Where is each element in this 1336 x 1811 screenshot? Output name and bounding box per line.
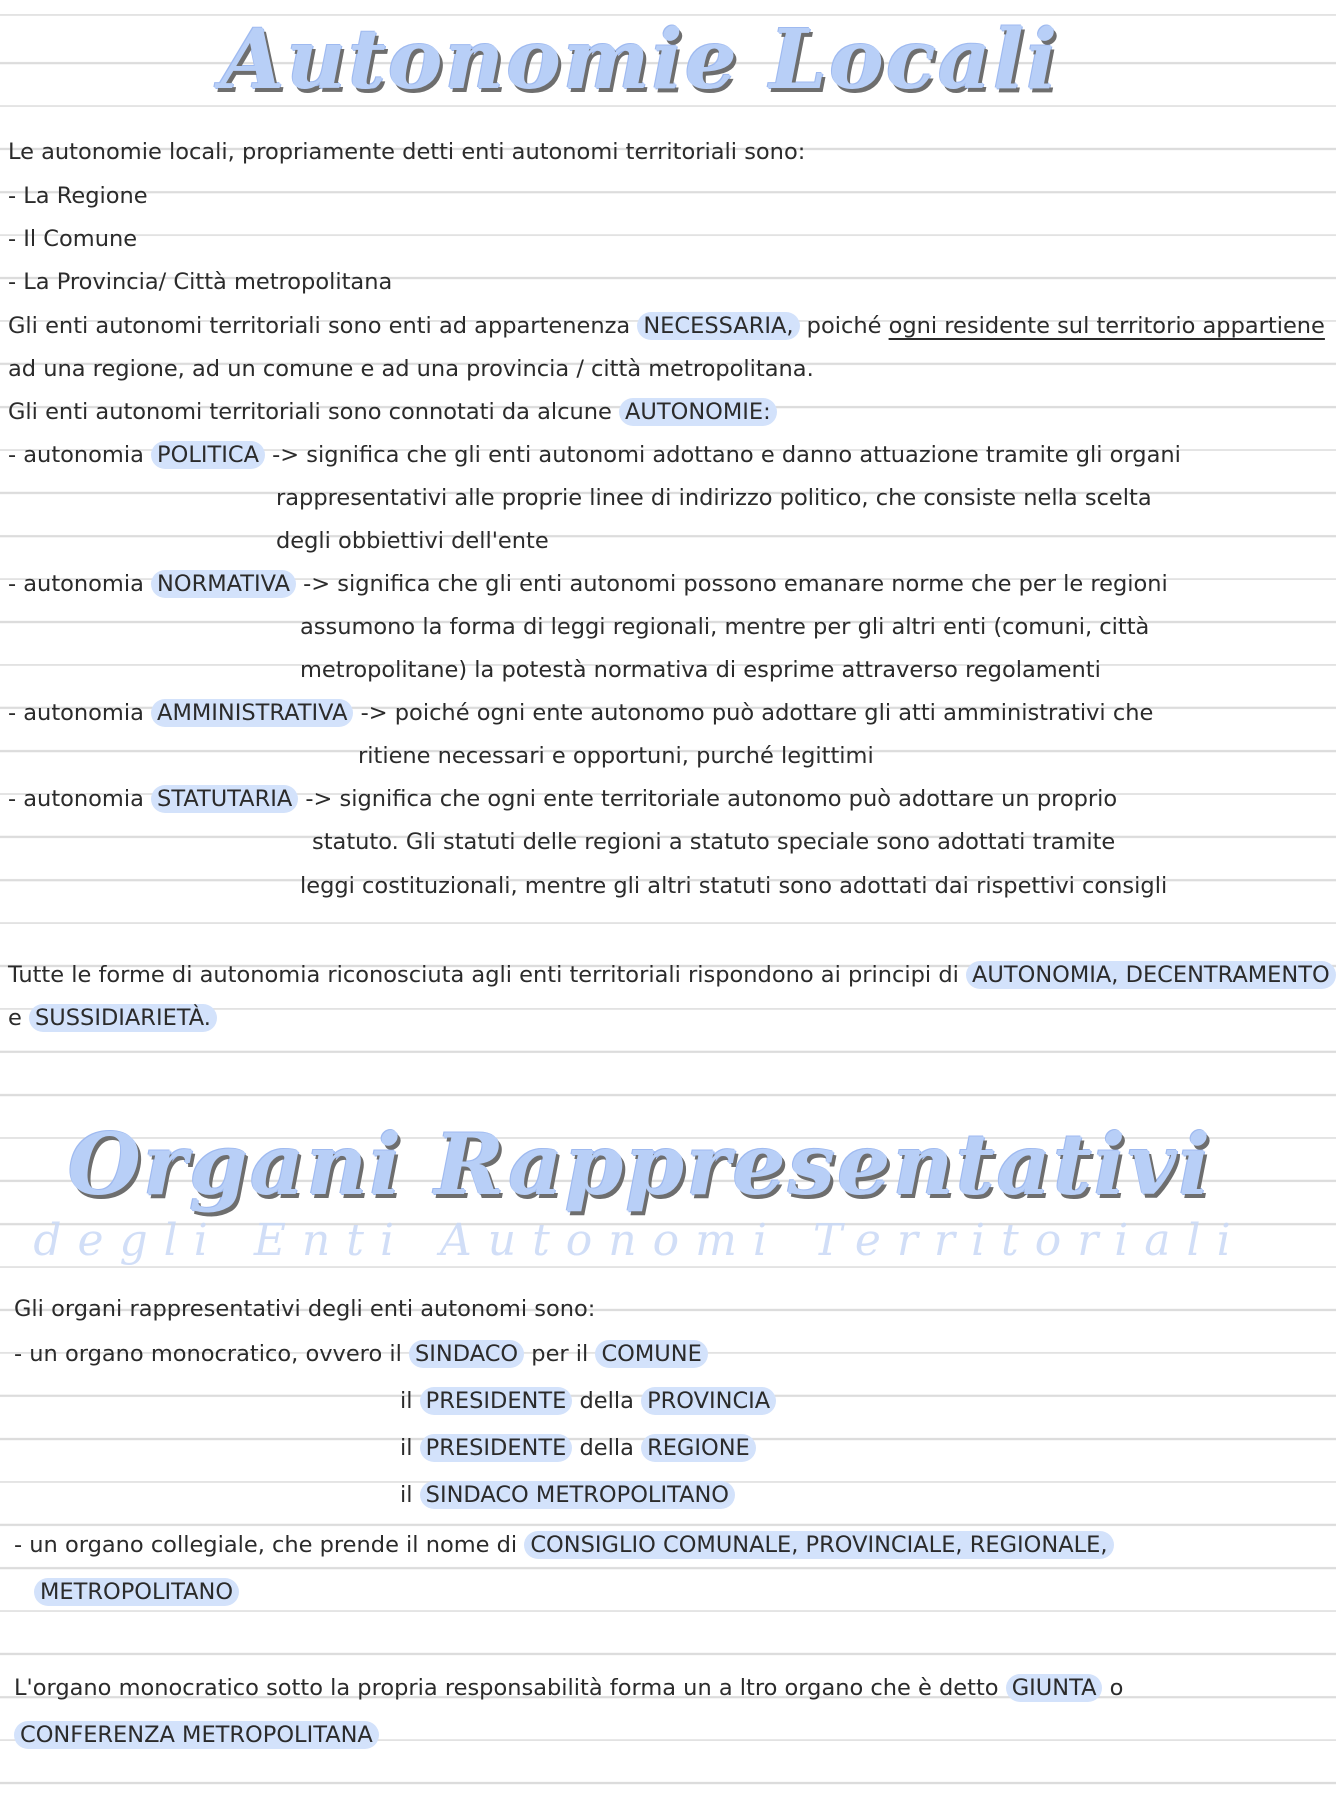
text: L'organo monocratico sotto la propria responsabilità forma un a ltro organo che è detto [14,1675,1006,1701]
normativa-line-2: assumono la forma di leggi regionali, mentre per gli altri enti (comuni, città [300,614,1150,640]
statutaria-line-3: leggi costituzionali, mentre gli altri statuti sono adottati dai rispettivi consigli [300,873,1168,899]
text: poiché [799,313,889,339]
text: Gli enti autonomi territoriali sono connotati da alcune [8,399,620,425]
highlight-normativa: NORMATIVA [151,570,296,598]
normativa-line [8,569,1168,599]
section-title-organi-rappresentativi: Organi Rappresentativi [67,1115,1213,1214]
mono-line-metropolitano [400,1480,735,1510]
statutaria-line [8,784,1117,814]
highlight-provincia: PROVINCIA [641,1387,776,1415]
highlight-consiglio: CONSIGLIO COMUNALE, PROVINCIALE, REGIONALE, [524,1531,1113,1559]
mono-line [14,1339,708,1369]
amministrativa-line-2: ritiene necessari e opportuni, purché legittimi [358,743,874,769]
collegiale-line-2 [34,1577,239,1607]
text: della [579,1388,634,1414]
text: Gli enti autonomi territoriali sono enti ad appartenenza [8,313,638,339]
list-item-regione: - La Regione [8,183,148,209]
text: il [400,1435,413,1461]
highlight-sussidiarieta: SUSSIDIARIETÀ. [29,1004,217,1032]
highlight-statutaria: STATUTARIA [151,785,298,813]
amministrativa-line [8,698,1153,728]
politica-line-3: degli obbiettivi dell'ente [276,528,549,554]
giunta-line [14,1673,1123,1703]
text: - autonomia [8,786,152,812]
text: - un organo monocratico, ovvero il [14,1341,410,1367]
principi-line-2 [8,1003,217,1033]
arrow: -> [298,786,340,812]
text: della [579,1435,634,1461]
arrow: -> [264,442,307,468]
normativa-line-3: metropolitane) la potestà normativa di esprime attraverso regolamenti [300,657,1101,683]
highlight-necessaria: NECESSARIA, [637,312,799,340]
highlight-politica: POLITICA [151,441,265,469]
highlight-giunta: GIUNTA [1006,1674,1103,1702]
section-subtitle: degli Enti Autonomi Territoriali [33,1215,1247,1266]
autonomie-line [8,397,777,427]
highlight-sindaco: SINDACO [409,1340,524,1368]
text: Tutte le forme di autonomia riconosciuta agli enti territoriali rispondono ai principi di [8,962,967,988]
collegiale-line [14,1530,1114,1560]
necessaria-continuation: ad una regione, ad un comune e ad una provincia / città metropolitana. [8,356,814,382]
text: significa che ogni ente territoriale autonomo può adottare un proprio [339,786,1118,812]
highlight-conferenza-metropolitana: CONFERENZA METROPOLITANA [14,1721,379,1749]
text: o [1102,1675,1124,1701]
principi-line [8,960,1336,990]
highlight-amministrativa: AMMINISTRATIVA [151,699,353,727]
text: e [8,1005,29,1031]
list-item-provincia: - La Provincia/ Città metropolitana [8,269,393,295]
intro-line: Le autonomie locali, propriamente detti enti autonomi territoriali sono: [8,139,806,165]
text: significa che gli enti autonomi possono emanare norme che per le regioni [337,571,1168,597]
text: poiché ogni ente autonomo può adottare gli atti amministrativi che [394,700,1154,726]
text: - autonomia [8,700,152,726]
highlight-sindaco-metropolitano: SINDACO METROPOLITANO [420,1481,735,1509]
text: per il [531,1341,589,1367]
arrow: -> [296,571,338,597]
mono-line-provincia [400,1386,776,1416]
giunta-line-2 [14,1720,379,1750]
necessaria-line [8,311,1325,341]
politica-line-2: rappresentativi alle proprie linee di indirizzo politico, che consiste nella scelta [276,485,1152,511]
list-item-comune: - Il Comune [8,226,138,252]
highlight-autonomie: AUTONOMIE: [619,398,777,426]
text: il [400,1388,413,1414]
statutaria-line-2: statuto. Gli statuti delle regioni a statuto speciale sono adottati tramite [312,829,1116,855]
text: - autonomia [8,442,152,468]
text: - autonomia [8,571,152,597]
mono-line-regione [400,1433,756,1463]
highlight-presidente: PRESIDENTE [420,1434,573,1462]
highlight-presidente: PRESIDENTE [420,1387,573,1415]
organi-intro: Gli organi rappresentativi degli enti autonomi sono: [14,1296,596,1322]
highlight-comune: COMUNE [595,1340,707,1368]
underlined-text: ogni residente sul territorio appartiene [888,313,1325,339]
highlight-autonomia-decentramento: AUTONOMIA, DECENTRAMENTO [966,961,1336,989]
politica-line [8,440,1181,470]
arrow: -> [353,700,395,726]
highlight-regione: REGIONE [641,1434,756,1462]
text: significa che gli enti autonomi adottano e danno attuazione tramite gli organi [306,442,1181,468]
text: - un organo collegiale, che prende il nome di [14,1532,525,1558]
text: il [400,1482,413,1508]
section-title-autonomie-locali: Autonomie Locali [220,12,1060,108]
highlight-metropolitano: METROPOLITANO [34,1578,239,1606]
